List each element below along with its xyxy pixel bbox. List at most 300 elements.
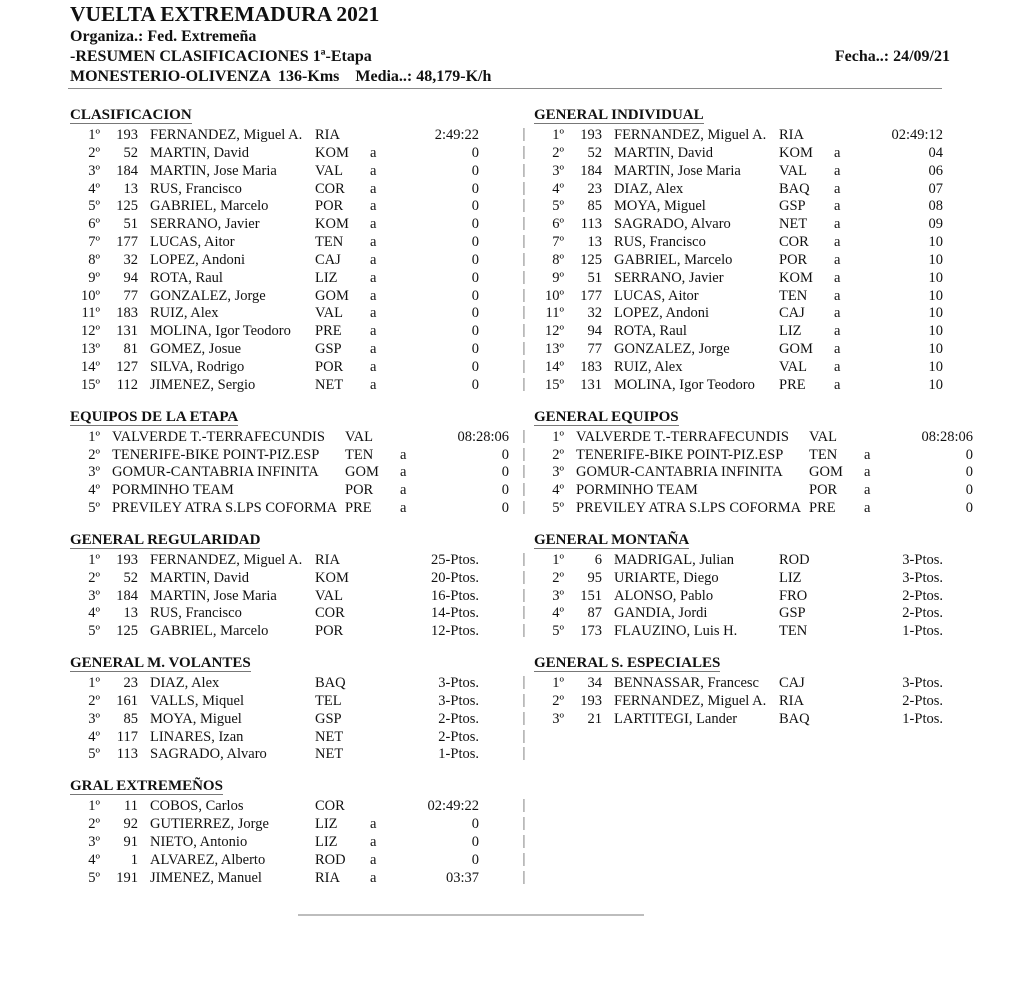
separator-spacer	[514, 106, 534, 126]
rider-name: RUIZ, Alex	[614, 358, 683, 375]
rider-name: MARTIN, David	[614, 144, 714, 161]
position: 7º	[552, 234, 564, 251]
team-code: RIA	[315, 127, 340, 143]
result-value: 0	[471, 816, 479, 833]
team-code: ROD	[779, 551, 810, 568]
position: 3º	[552, 162, 564, 179]
bib-number: 51	[123, 216, 138, 233]
header-divider	[68, 88, 942, 89]
table-row	[70, 605, 479, 623]
table-row	[70, 693, 479, 711]
position: 6º	[552, 216, 564, 233]
position: 14º	[81, 358, 100, 375]
separator-row	[514, 215, 534, 233]
team-code: RIA	[315, 869, 340, 886]
bib-number: 177	[580, 287, 602, 304]
position: 2º	[552, 446, 564, 463]
spacer	[138, 588, 150, 606]
team-code: VAL	[315, 305, 343, 322]
team-name: VALVERDE T.-TERRAFECUNDIS	[576, 428, 789, 445]
table-row	[70, 500, 509, 518]
gap-marker	[834, 623, 869, 641]
column-separator: |	[522, 357, 526, 374]
position: 5º	[88, 623, 100, 640]
gap-marker	[400, 429, 435, 447]
bib-number: 87	[587, 605, 602, 622]
position: 1º	[88, 675, 100, 692]
summary-subtitle: -RESUMEN CLASIFICACIONES 1ª-Etapa	[70, 48, 372, 65]
column-separator: |	[522, 143, 526, 160]
result-value: 0	[471, 305, 479, 322]
rider-name: MARTIN, Jose Maria	[150, 162, 277, 179]
bib-number: 112	[116, 376, 138, 393]
spacer	[100, 447, 112, 465]
gap-marker: a	[370, 180, 377, 197]
result-value: 12-Ptos.	[431, 623, 479, 640]
column-separator-group	[514, 654, 534, 764]
result-value: 08:28:06	[457, 428, 509, 445]
separator-row	[514, 376, 534, 394]
position: 9º	[552, 269, 564, 286]
column-separator: |	[522, 445, 526, 462]
result-value: 0	[501, 446, 509, 463]
rider-name: LUCAS, Aitor	[614, 287, 699, 304]
bib-number: 184	[116, 587, 138, 604]
column-separator: |	[522, 568, 526, 585]
spacer	[138, 870, 150, 888]
spacer	[138, 377, 150, 395]
separator-row	[514, 340, 534, 358]
separator-row	[514, 745, 534, 763]
table-row	[534, 127, 943, 145]
column-separator: |	[522, 286, 526, 303]
position: 11º	[81, 305, 100, 322]
rider-name: JIMENEZ, Sergio	[150, 376, 256, 393]
spacer	[602, 288, 614, 306]
result-value: 04	[928, 144, 943, 161]
bib-number: 52	[587, 144, 602, 161]
gap-marker: a	[400, 464, 407, 481]
position: 2º	[552, 144, 564, 161]
column-separator: |	[522, 604, 526, 621]
rider-name: GABRIEL, Marcelo	[150, 623, 269, 640]
table-row-empty	[534, 746, 943, 764]
bib-number: 92	[123, 816, 138, 833]
team-code: LIZ	[779, 323, 802, 340]
separator-table	[514, 551, 534, 640]
section-gral-extremenos	[70, 777, 514, 887]
gap-marker: a	[370, 305, 377, 322]
rider-name: JIMENEZ, Manuel	[150, 869, 262, 886]
result-value: 2-Ptos.	[902, 587, 943, 604]
bib-number: 193	[580, 692, 602, 709]
spacer	[138, 234, 150, 252]
team-code: GSP	[779, 198, 806, 215]
rider-name: GONZALEZ, Jorge	[150, 287, 266, 304]
bib-number: 127	[116, 358, 138, 375]
team-code: POR	[779, 251, 808, 268]
spacer	[138, 270, 150, 288]
position: 3º	[552, 710, 564, 727]
spacer	[602, 305, 614, 323]
position: 4º	[552, 482, 564, 499]
result-value: 25-Ptos.	[431, 551, 479, 568]
team-code: RIA	[779, 692, 804, 709]
team-code: GOM	[779, 341, 813, 358]
result-value: 1-Ptos.	[438, 746, 479, 763]
rider-name: ROTA, Raul	[150, 269, 223, 286]
position: 3º	[552, 587, 564, 604]
table-row	[534, 464, 973, 482]
rider-name: RUIZ, Alex	[150, 305, 219, 322]
table-row	[70, 870, 479, 888]
gap-marker: a	[370, 269, 377, 286]
result-value: 10	[928, 251, 943, 268]
position: 1º	[88, 798, 100, 815]
gap-marker	[370, 693, 405, 711]
bib-number: 13	[587, 234, 602, 251]
gap-marker: a	[834, 198, 841, 215]
rider-name: LUCAS, Aitor	[150, 234, 235, 251]
rider-name: SAGRADO, Alvaro	[614, 216, 731, 233]
gap-marker: a	[370, 234, 377, 251]
rider-name: COBOS, Carlos	[150, 798, 244, 815]
position: 5º	[88, 500, 100, 517]
team-code: RIA	[315, 551, 340, 568]
footer-divider	[298, 914, 644, 916]
team-name: GOMUR-CANTABRIA INFINITA	[576, 464, 783, 481]
rider-name: URIARTE, Diego	[614, 569, 719, 586]
spacer	[602, 588, 614, 606]
table-row	[70, 270, 479, 288]
column-separator: |	[522, 674, 526, 691]
result-value: 09	[928, 216, 943, 233]
spacer	[564, 429, 576, 447]
result-value: 10	[928, 358, 943, 375]
gap-marker: a	[834, 269, 841, 286]
table-row	[534, 323, 943, 341]
bib-number: 52	[123, 569, 138, 586]
team-code: VAL	[315, 587, 343, 604]
rider-name: RUS, Francisco	[150, 605, 242, 622]
section-general-especiales	[534, 654, 974, 764]
gap-marker	[370, 675, 405, 693]
table-row	[70, 834, 479, 852]
classification-table	[534, 429, 973, 518]
separator-row	[514, 587, 534, 605]
team-code: COR	[315, 798, 345, 815]
gap-marker: a	[370, 198, 377, 215]
gap-marker: a	[834, 287, 841, 304]
result-value: 2-Ptos.	[902, 605, 943, 622]
separator-row	[514, 833, 534, 851]
gap-marker: a	[370, 341, 377, 358]
spacer	[138, 605, 150, 623]
classification-table	[534, 552, 943, 641]
gap-marker: a	[370, 376, 377, 393]
bib-number: 95	[587, 569, 602, 586]
rider-name: SAGRADO, Alvaro	[150, 746, 267, 763]
gap-marker: a	[370, 162, 377, 179]
column-separator: |	[522, 250, 526, 267]
summary-line	[70, 47, 950, 67]
rider-name: DIAZ, Alex	[150, 675, 220, 692]
spacer	[564, 482, 576, 500]
team-code: BAQ	[779, 180, 810, 197]
separator-spacer	[514, 531, 534, 551]
bib-number: 81	[123, 341, 138, 358]
separator-row	[514, 710, 534, 728]
result-value: 0	[471, 287, 479, 304]
result-value: 2-Ptos.	[902, 692, 943, 709]
team-code: PRE	[345, 500, 372, 517]
bib-number: 183	[116, 305, 138, 322]
team-code: NET	[315, 728, 344, 745]
position: 2º	[88, 692, 100, 709]
bib-number: 91	[123, 834, 138, 850]
rider-name: MADRIGAL, Julian	[614, 551, 735, 568]
column-separator: |	[522, 463, 526, 480]
table-row	[70, 198, 479, 216]
result-value: 06	[928, 162, 943, 179]
bib-number: 77	[587, 341, 602, 358]
classification-table	[70, 675, 479, 764]
gap-marker: a	[834, 305, 841, 322]
rider-name: BENNASSAR, Francesc	[614, 675, 759, 692]
separator-row	[514, 728, 534, 746]
classifications	[70, 106, 974, 888]
table-row	[534, 570, 943, 588]
gap-marker: a	[864, 446, 871, 463]
team-code: LIZ	[779, 569, 802, 586]
spacer	[100, 500, 112, 518]
rider-name: LOPEZ, Andoni	[614, 305, 710, 322]
position: 8º	[88, 251, 100, 268]
team-code: NET	[779, 216, 808, 233]
team-code: BAQ	[779, 710, 810, 727]
result-value: 02:49:22	[427, 798, 479, 815]
bib-number: 193	[580, 127, 602, 143]
team-code: PRE	[779, 376, 806, 393]
separator-row	[514, 287, 534, 305]
result-value: 07	[928, 180, 943, 197]
position: 2º	[552, 692, 564, 709]
gap-marker	[370, 711, 405, 729]
result-value: 0	[471, 198, 479, 215]
spacer	[602, 570, 614, 588]
result-value: 0	[471, 341, 479, 358]
gap-marker: a	[834, 341, 841, 358]
table-row	[70, 447, 509, 465]
result-value: 0	[501, 482, 509, 499]
column-separator-group	[514, 106, 534, 395]
position: 8º	[552, 251, 564, 268]
rider-name: GANDIA, Jordi	[614, 605, 708, 622]
result-value: 0	[471, 251, 479, 268]
gap-marker	[370, 570, 405, 588]
column-separator: |	[522, 179, 526, 196]
document-title: VUELTA EXTREMADURA 2021	[70, 2, 380, 26]
spacer	[100, 429, 112, 447]
separator-row	[514, 144, 534, 162]
gap-marker: a	[370, 216, 377, 233]
result-value: 10	[928, 323, 943, 340]
gap-marker: a	[834, 358, 841, 375]
column-separator: |	[522, 868, 526, 885]
team-name: TENERIFE-BIKE POINT-PIZ.ESP	[576, 446, 784, 463]
gap-marker	[370, 729, 405, 747]
position: 4º	[552, 605, 564, 622]
position: 5º	[552, 500, 564, 517]
gap-marker: a	[834, 323, 841, 340]
position: 1º	[552, 127, 564, 143]
classification-table	[70, 552, 479, 641]
column-separator: |	[522, 833, 526, 849]
rider-name: RUS, Francisco	[150, 180, 242, 197]
table-row	[70, 482, 509, 500]
result-value: 2:49:22	[434, 127, 479, 143]
team-code: VAL	[809, 428, 837, 445]
spacer	[602, 234, 614, 252]
spacer	[138, 163, 150, 181]
bib-number: 183	[580, 358, 602, 375]
table-row	[534, 623, 943, 641]
position: 3º	[88, 587, 100, 604]
bib-number: 13	[123, 605, 138, 622]
table-row	[70, 288, 479, 306]
result-value: 0	[471, 323, 479, 340]
column-separator: |	[522, 304, 526, 321]
column-separator: |	[522, 815, 526, 832]
position: 11º	[545, 305, 564, 322]
gap-marker: a	[834, 180, 841, 197]
position: 15º	[545, 376, 564, 393]
gap-marker: a	[834, 234, 841, 251]
separator-row	[514, 251, 534, 269]
result-value: 3-Ptos.	[438, 692, 479, 709]
bib-number: 184	[116, 162, 138, 179]
column-separator: |	[522, 797, 526, 814]
spacer	[564, 447, 576, 465]
result-value: 0	[471, 358, 479, 375]
gap-marker: a	[370, 358, 377, 375]
spacer	[602, 127, 614, 145]
separator-spacer	[514, 777, 534, 797]
table-row	[70, 145, 479, 163]
result-value: 2-Ptos.	[438, 710, 479, 727]
separator-row	[514, 446, 534, 464]
gap-marker	[370, 746, 405, 764]
empty-cell	[534, 746, 943, 764]
position: 13º	[545, 341, 564, 358]
team-code: GSP	[315, 710, 342, 727]
spacer	[138, 834, 150, 852]
spacer	[602, 711, 614, 729]
table-row	[70, 127, 479, 145]
position: 2º	[88, 569, 100, 586]
rider-name: MARTIN, Jose Maria	[614, 162, 741, 179]
result-value: 0	[965, 482, 973, 499]
rider-name: FERNANDEZ, Miguel A.	[150, 127, 303, 143]
rider-name: MOYA, Miguel	[614, 198, 706, 215]
team-name: TENERIFE-BIKE POINT-PIZ.ESP	[112, 446, 320, 463]
separator-row	[514, 358, 534, 376]
bib-number: 125	[580, 251, 602, 268]
team-name: PREVILEY ATRA S.LPS COFORMA	[576, 500, 802, 517]
team-code: KOM	[315, 144, 349, 161]
gap-marker: a	[400, 482, 407, 499]
table-row	[534, 288, 943, 306]
spacer	[602, 377, 614, 395]
team-code: PRE	[315, 323, 342, 340]
spacer	[138, 145, 150, 163]
team-code: COR	[779, 234, 809, 251]
team-code: KOM	[315, 216, 349, 233]
column-separator: |	[522, 161, 526, 178]
bib-number: 94	[123, 269, 138, 286]
result-value: 14-Ptos.	[431, 605, 479, 622]
rider-name: MARTIN, Jose Maria	[150, 587, 277, 604]
bib-number: 11	[124, 798, 138, 815]
rider-name: NIETO, Antonio	[150, 834, 248, 850]
result-value: 16-Ptos.	[431, 587, 479, 604]
separator-spacer	[514, 654, 534, 674]
bib-number: 85	[587, 198, 602, 215]
team-code: TEN	[345, 446, 374, 463]
table-row	[534, 252, 943, 270]
column-separator: |	[522, 586, 526, 603]
section-title: GRAL EXTREMEÑOS	[70, 778, 223, 795]
team-code: VAL	[779, 358, 807, 375]
separator-row	[514, 428, 534, 446]
column-separator: |	[522, 727, 526, 744]
table-row	[534, 711, 943, 729]
bib-number: 173	[580, 623, 602, 640]
team-code: POR	[315, 358, 344, 375]
table-row	[534, 305, 943, 323]
section-general-montana	[534, 531, 974, 641]
table-row	[534, 234, 943, 252]
separator-table	[514, 428, 534, 517]
column-separator: |	[522, 126, 526, 142]
position: 5º	[88, 869, 100, 886]
stage-info: MONESTERIO-OLIVENZA 136-Kms Media..: 48,179-K/h	[70, 68, 492, 85]
table-row	[70, 323, 479, 341]
section-general-volantes	[70, 654, 514, 764]
separator-row	[514, 233, 534, 251]
bib-number: 125	[116, 623, 138, 640]
result-value: 10	[928, 305, 943, 322]
table-row	[534, 216, 943, 234]
rider-name: LINARES, Izan	[150, 728, 244, 745]
rider-name: GONZALEZ, Jorge	[614, 341, 730, 358]
bib-number: 113	[580, 216, 602, 233]
column-separator: |	[522, 499, 526, 516]
team-code: POR	[809, 482, 838, 499]
column-separator: |	[522, 622, 526, 639]
table-row	[70, 163, 479, 181]
spacer	[602, 552, 614, 570]
result-value: 3-Ptos.	[902, 569, 943, 586]
table-row	[70, 181, 479, 199]
spacer	[138, 693, 150, 711]
spacer	[602, 145, 614, 163]
spacer	[100, 482, 112, 500]
spacer	[602, 675, 614, 693]
position: 2º	[88, 446, 100, 463]
gap-marker	[834, 711, 869, 729]
spacer	[138, 198, 150, 216]
